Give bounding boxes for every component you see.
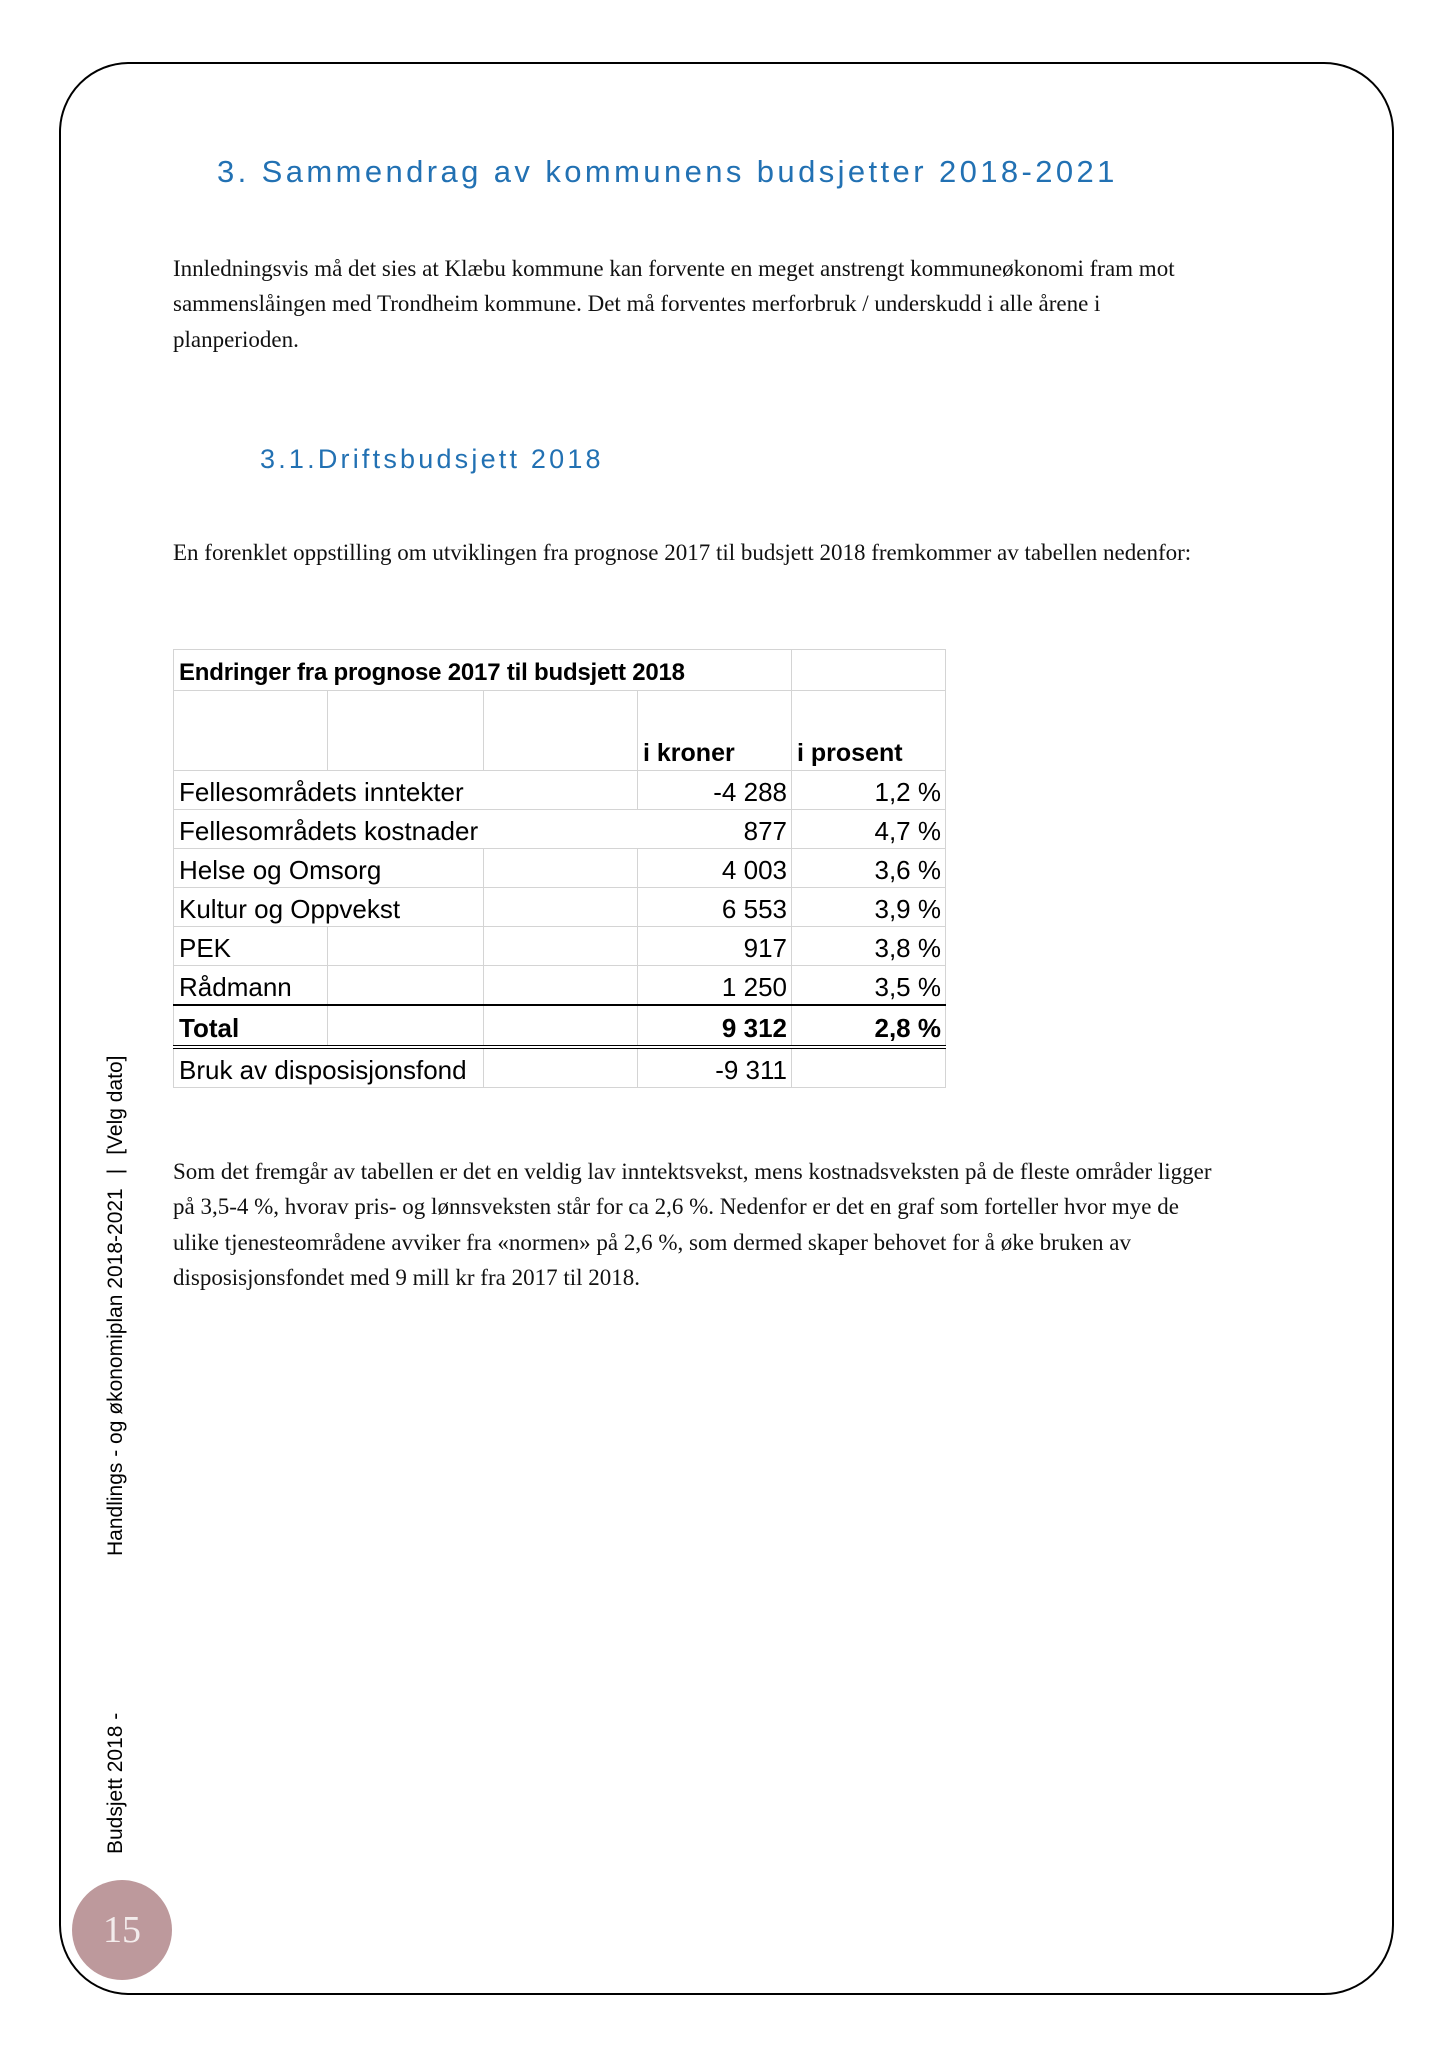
empty-cell	[484, 1047, 638, 1088]
table-title: Endringer fra prognose 2017 til budsjett 2018	[174, 650, 792, 691]
row-kroner: -4 288	[638, 771, 792, 810]
row-label: PEK	[174, 927, 328, 966]
total-kroner: 9 312	[638, 1005, 792, 1047]
table-row	[174, 927, 946, 966]
empty-cell	[484, 691, 638, 771]
row-label: Rådmann	[174, 966, 328, 1006]
table-fund-row	[174, 1047, 946, 1088]
footer-separator: |	[104, 1168, 127, 1175]
subsection-heading: 3.1.Driftsbudsjett 2018	[260, 444, 604, 474]
conclusion-paragraph	[173, 1154, 1212, 1296]
empty-cell	[484, 849, 638, 888]
row-prosent: 4,7 %	[792, 810, 946, 849]
table-row	[174, 849, 946, 888]
date-placeholder: [Velg dato]	[104, 1055, 127, 1155]
section-heading: 3. Sammendrag av kommunens budsjetter 2018-2021	[217, 154, 1118, 189]
paragraph-line: Som det fremgår av tabellen er det en veldig lav inntektsvekst, mens kostnadsveksten på de fleste områder ligger	[173, 1159, 1212, 1184]
empty-cell	[328, 966, 484, 1006]
document-title-text: Handlings - og økonomiplan 2018-2021	[104, 1188, 127, 1556]
footer-document-title	[104, 1056, 128, 1556]
row-prosent: 3,9 %	[792, 888, 946, 927]
intro-paragraph	[173, 251, 1175, 357]
empty-cell	[484, 927, 638, 966]
paragraph-line: En forenklet oppstilling om utviklingen fra prognose 2017 til budsjett 2018 fremkommer av tabellen nedenfor:	[173, 540, 1192, 565]
row-label: Kultur og Oppvekst	[174, 888, 484, 927]
table-intro-paragraph	[173, 535, 1191, 571]
empty-cell	[328, 927, 484, 966]
table-row	[174, 810, 946, 849]
paragraph-line: sammenslåingen med Trondheim kommune. Det må forventes merforbruk / underskudd i alle årene i	[173, 291, 1101, 317]
footer-budget-label: Budsjett 2018 -	[104, 1712, 127, 1854]
table-header-row	[174, 691, 946, 771]
empty-cell	[792, 1047, 946, 1088]
row-label: Fellesområdets kostnader	[174, 810, 638, 849]
table-total-row	[174, 1005, 946, 1047]
total-label: Total	[174, 1005, 328, 1047]
empty-cell	[328, 691, 484, 771]
page-number: 15	[72, 1880, 172, 1980]
paragraph-line: disposisjonsfondet med 9 mill kr fra 2017 til 2018.	[173, 1265, 640, 1291]
column-header-prosent: i prosent	[792, 691, 946, 771]
row-prosent: 1,2 %	[792, 771, 946, 810]
row-label: Fellesområdets inntekter	[174, 771, 638, 810]
row-kroner: 6 553	[638, 888, 792, 927]
row-kroner: 4 003	[638, 849, 792, 888]
empty-cell	[328, 1005, 484, 1047]
row-prosent: 3,8 %	[792, 927, 946, 966]
table-row	[174, 966, 946, 1006]
table-row	[174, 888, 946, 927]
paragraph-line: planperioden.	[173, 326, 299, 352]
fund-label: Bruk av disposisjonsfond	[174, 1047, 484, 1088]
table-row	[174, 771, 946, 810]
budget-change-table	[173, 649, 946, 1088]
row-kroner: 1 250	[638, 966, 792, 1006]
empty-cell	[484, 966, 638, 1006]
paragraph-line: ulike tjenesteområdene avviker fra «normen» på 2,6 %, som dermed skaper behovet for å øke bruken av	[173, 1229, 1131, 1255]
row-label: Helse og Omsorg	[174, 849, 484, 888]
paragraph-line: Innledningsvis må det sies at Klæbu kommune kan forvente en meget anstrengt kommuneøkonomi fram mot	[173, 256, 1175, 281]
row-kroner: 917	[638, 927, 792, 966]
row-kroner: 877	[638, 810, 792, 849]
row-prosent: 3,5 %	[792, 966, 946, 1006]
empty-cell	[174, 691, 328, 771]
fund-kroner: -9 311	[638, 1047, 792, 1088]
total-prosent: 2,8 %	[792, 1005, 946, 1047]
table-title-row	[174, 650, 946, 691]
empty-cell	[792, 650, 946, 691]
empty-cell	[484, 1005, 638, 1047]
paragraph-line: på 3,5-4 %, hvorav pris- og lønnsveksten står for ca 2,6 %. Nedenfor er det en graf som forteller hvor mye de	[173, 1194, 1179, 1220]
column-header-kroner: i kroner	[638, 691, 792, 771]
empty-cell	[484, 888, 638, 927]
row-prosent: 3,6 %	[792, 849, 946, 888]
